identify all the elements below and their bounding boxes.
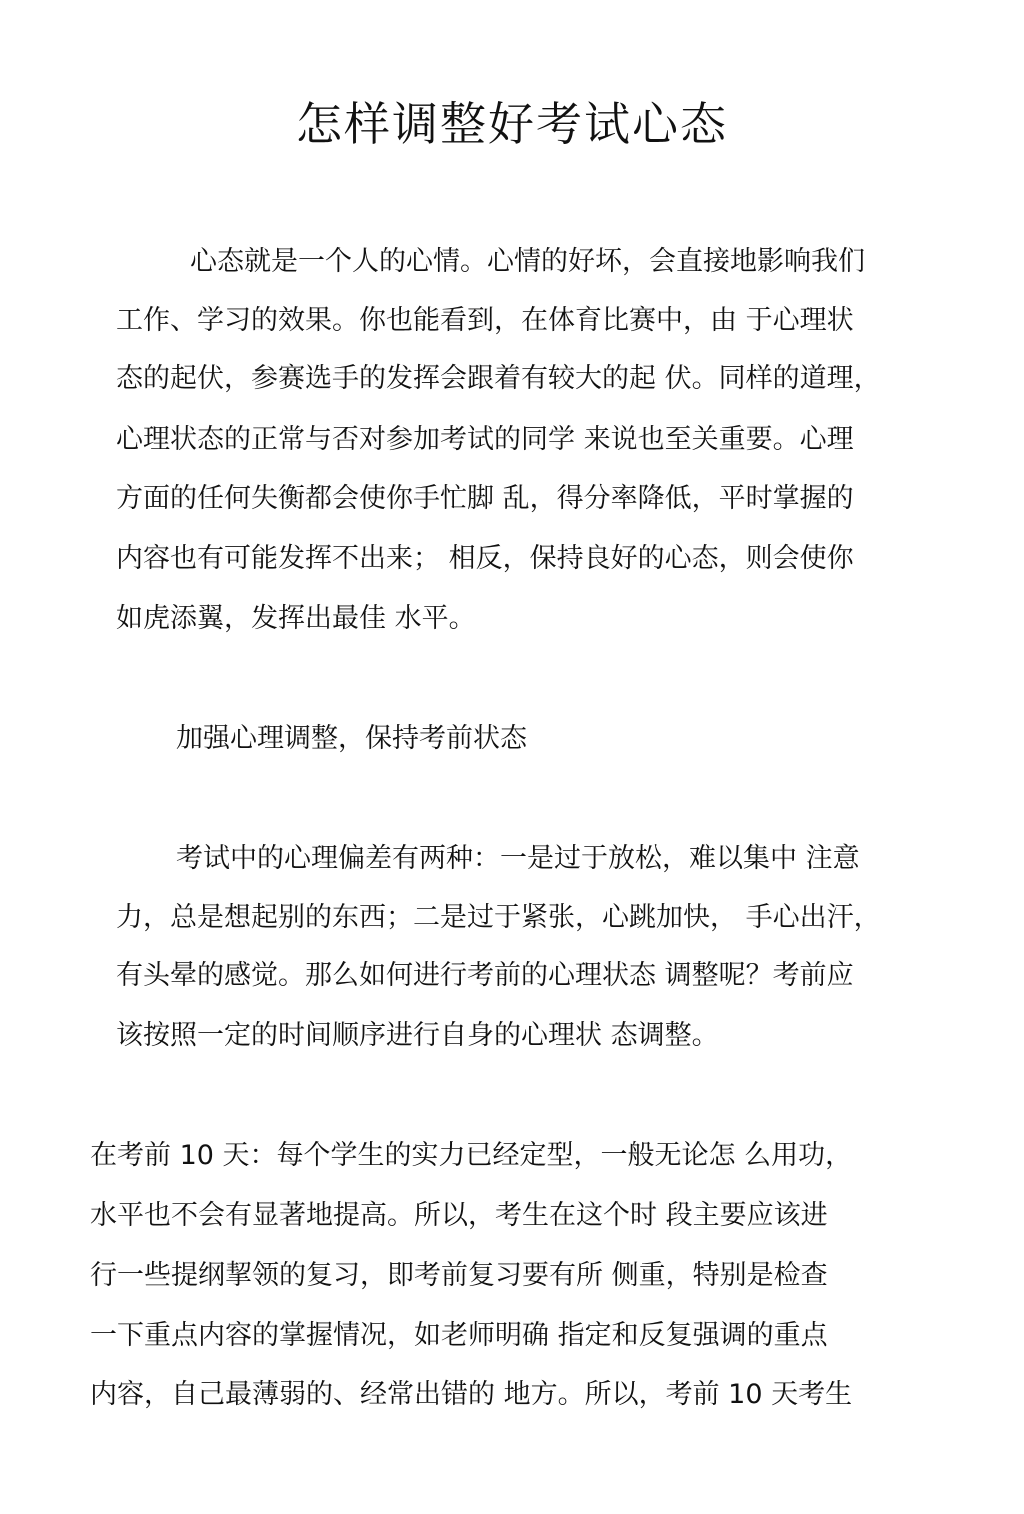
paragraph-1-line: 心理状态的正常与否对参加考试的同学 来说也至关重要。心理 [116,424,854,455]
paragraph-4-line: 内容，自己最薄弱的、经常出错的 地方。所以，考前 10 天考生 [90,1379,853,1410]
paragraph-1-line: 心态就是一个人的心情。心情的好坏，会直接地影响我们 [190,246,865,277]
paragraph-3-line: 考试中的心理偏差有两种：一是过于放松，难以集中 注意 [176,843,860,874]
paragraph-3-line: 力，总是想起别的东西；二是过于紧张，心跳加快， 手心出汗， [116,902,881,933]
paragraph-1-line: 态的起伏，参赛选手的发挥会跟着有较大的起 伏。同样的道理， [116,363,881,394]
paragraph-3-line: 该按照一定的时间顺序进行自身的心理状 态调整。 [116,1020,719,1051]
paragraph-1-line: 如虎添翼，发挥出最佳 水平。 [116,603,476,634]
paragraph-1-line: 工作、学习的效果。你也能看到，在体育比赛中，由 于心理状 [116,305,854,336]
paragraph-4-line: 水平也不会有显著地提高。所以，考生在这个时 段主要应该进 [90,1200,828,1231]
paragraph-4-line: 行一些提纲挈领的复习，即考前复习要有所 侧重，特别是检查 [90,1260,828,1291]
document-title: 怎样调整好考试心态 [296,97,728,151]
paragraph-1-line: 方面的任何失衡都会使你手忙脚 乱，得分率降低，平时掌握的 [116,483,854,514]
paragraph-4-line: 在考前 10 天：每个学生的实力已经定型，一般无论怎 么用功， [90,1140,853,1171]
paragraph-1-line: 内容也有可能发挥不出来； 相反，保持良好的心态，则会使你 [116,543,854,574]
paragraph-4-line: 一下重点内容的掌握情况，如老师明确 指定和反复强调的重点 [90,1320,828,1351]
paragraph-3-line: 有头晕的感觉。那么如何进行考前的心理状态 调整呢？考前应 [116,960,854,991]
section-heading: 加强心理调整，保持考前状态 [176,723,527,754]
